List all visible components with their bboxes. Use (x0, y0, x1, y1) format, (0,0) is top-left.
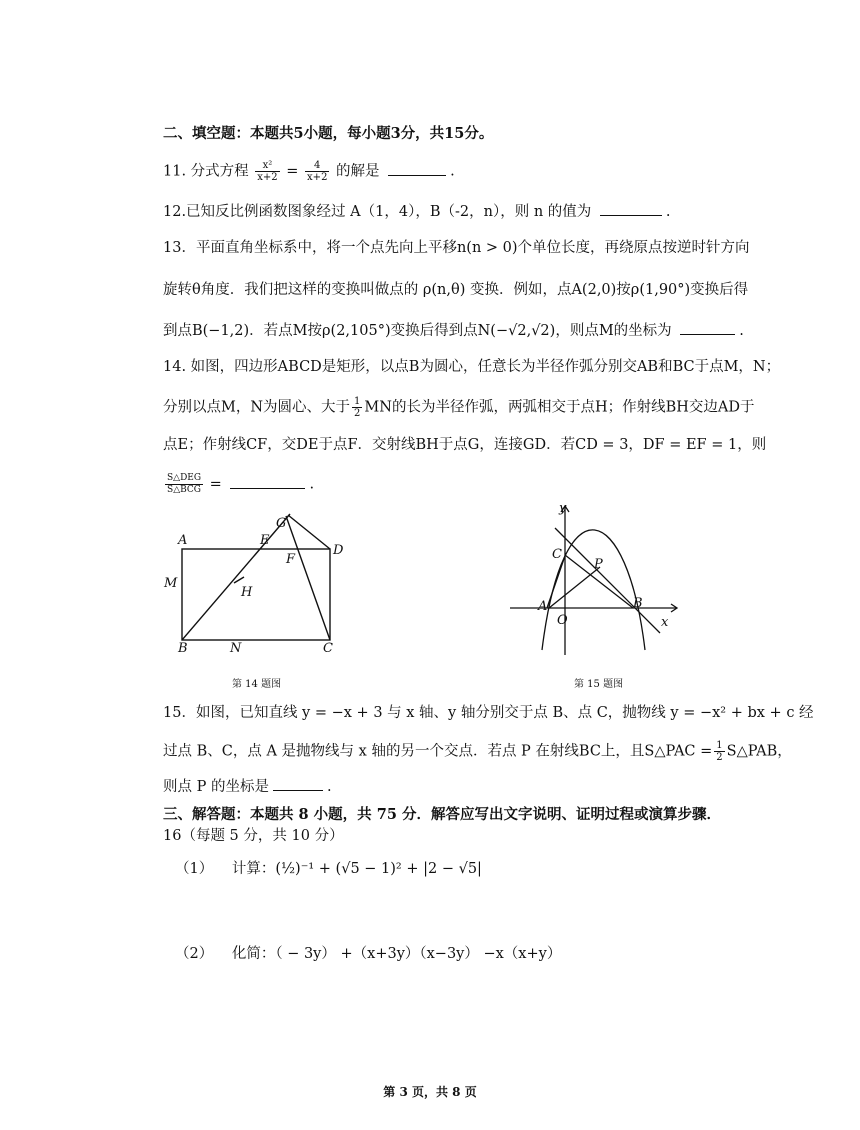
question-12: 12.已知反比例函数图象经过 A（1，4），B（-2，n），则 n 的值为 . (163, 201, 670, 222)
half-fraction: $\frac{1}{2}$ (354, 396, 361, 419)
segment-ap (549, 567, 600, 608)
label-B: B (633, 596, 643, 611)
area-ratio-fraction: $\frac{\text{S△DEG}}{\text{S△BCG}}$ (167, 473, 202, 495)
question-16-header: 16（每题 5 分，共 10 分） (163, 828, 344, 844)
label-A: A (538, 599, 548, 614)
label-A: A (178, 533, 188, 548)
label-F: F (286, 552, 296, 567)
q11-answer-blank[interactable] (388, 161, 446, 176)
question-13-line3: 到点B(−1,2)．若点M按ρ(2,105°)变换后得到点N(−√2,√2)，则点M的坐标为 . (163, 320, 744, 341)
label-M: M (164, 576, 178, 591)
q13-answer-blank[interactable] (680, 320, 735, 335)
question-14-line2: 分别以点M，N为圆心、大于 $\frac{1}{2}$ MN的长为半径作弧，两弧相交于点H；作射线BH交边AD于 (163, 396, 755, 419)
question-14-ratio: $\frac{\text{S△DEG}}{\text{S△BCG}}$ = . (167, 473, 315, 495)
question-13-line1: 13．平面直角坐标系中，将一个点先向上平移n(n > 0)个单位长度，再绕原点按逆时针方向 (163, 240, 750, 256)
line-bc (555, 528, 660, 633)
section3-heading: 三、解答题：本题共 8 小题，共 75 分．解答应写出文字说明、证明过程或演算步骤． (163, 806, 721, 823)
half-fraction: $\frac{1}{2}$ (716, 740, 723, 763)
label-E: E (260, 533, 270, 548)
section2-heading: 二、填空题：本题共5小题，每小题3分，共15分。 (163, 125, 494, 142)
label-D: D (333, 543, 344, 558)
figure-14-caption: 第 14 题图 (232, 679, 282, 690)
label-N: N (230, 641, 242, 656)
question-11: 11. 分式方程 $\frac{\text{x²}}{x+2}$ = $\frac{4}{x+2}$ 的解是 . (163, 160, 455, 183)
label-H: H (241, 585, 253, 600)
rectangle-abcd (182, 549, 330, 640)
question-16-2: （2） 化简：（ − 3y） +（x+3y）（x−3y） −x（x+y） (175, 946, 562, 962)
label-C: C (323, 641, 333, 656)
label-x: x (661, 615, 669, 630)
q14-answer-blank[interactable] (230, 474, 305, 489)
question-13-line2: 旋转θ角度．我们把这样的变换叫做点的 ρ(n,θ) 变换．例如，点A(2,0)按ρ(1,90°)变换后得 (163, 282, 749, 298)
figure-14-diagram (160, 508, 360, 658)
question-15-line2: 过点 B、C，点 A 是抛物线与 x 轴的另一个交点．若点 P 在射线BC上，且S△PAC = $\frac{1}{2}$ S△PAB， (163, 740, 792, 763)
figure-15-diagram (505, 500, 690, 660)
ray-bh (182, 514, 290, 640)
figure-15-caption: 第 15 题图 (574, 679, 624, 690)
q15-answer-blank[interactable] (273, 776, 323, 791)
q11-rhs-fraction: $\frac{4}{x+2}$ (307, 160, 328, 183)
question-14-line3: 点E；作射线CF，交DE于点F．交射线BH于点G，连接GD．若CD = 3，DF = EF = 1，则 (163, 437, 767, 453)
ray-cf (286, 516, 330, 640)
page-footer: 第 3 页，共 8 页 (383, 1085, 477, 1099)
question-15-line1: 15．如图，已知直线 y = −x + 3 与 x 轴、y 轴分别交于点 B、点 C，抛物线 y = −x² + bx + c 经 (163, 705, 814, 721)
question-16-1: （1） 计算：(½)⁻¹ + (√5 − 1)² + |2 − √5| (175, 861, 482, 877)
label-C: C (552, 547, 562, 562)
question-14-line1: 14. 如图，四边形ABCD是矩形，以点B为圆心，任意长为半径作弧分别交AB和BC于点M，N； (163, 359, 781, 375)
question-15-line3: 则点 P 的坐标是 . (163, 776, 332, 797)
q11-lhs-fraction: $\frac{\text{x²}}{x+2}$ (257, 160, 278, 183)
label-B: B (178, 641, 188, 656)
label-P: P (594, 557, 603, 572)
label-G: G (276, 516, 287, 531)
segment-gd (288, 515, 330, 549)
q12-answer-blank[interactable] (600, 201, 662, 216)
q11-suffix: 的解是 (336, 163, 380, 180)
label-O: O (557, 613, 568, 628)
label-y: y (559, 501, 567, 516)
q11-prefix: 11. 分式方程 (163, 163, 249, 180)
